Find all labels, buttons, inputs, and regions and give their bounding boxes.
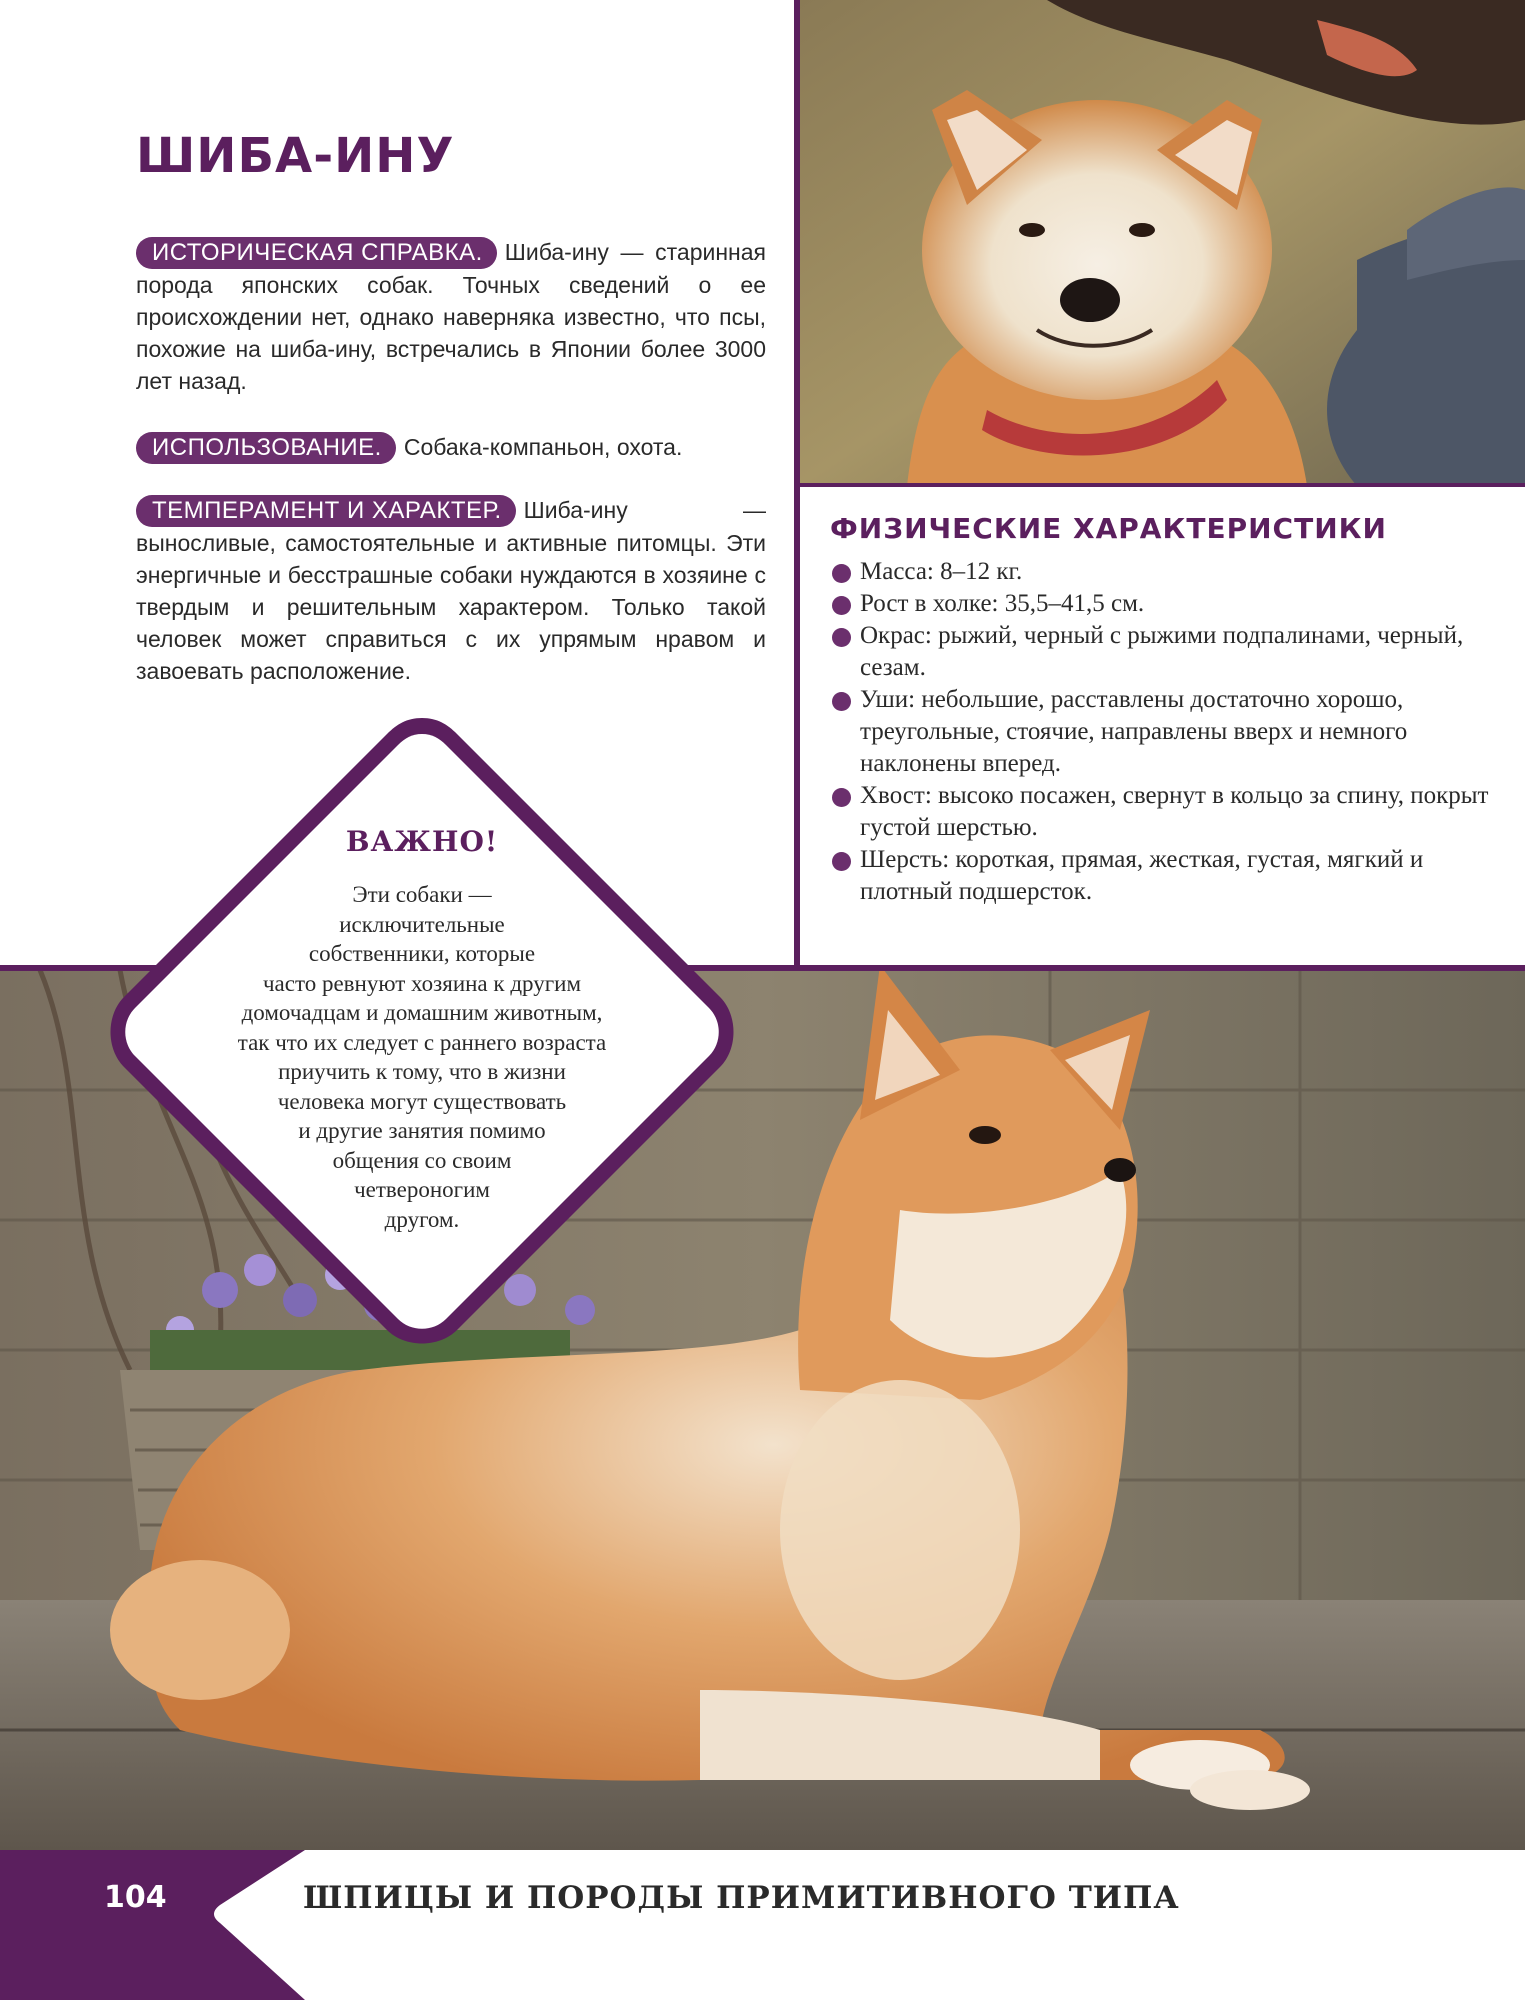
page-title: ШИБА-ИНУ (136, 128, 455, 184)
physical-item: Уши: небольшие, расставлены достаточно хорошо, треугольные, стоячие, направлены вверх и немного наклонены вперед. (830, 684, 1510, 780)
history-text: Шиба-ину — старинная порода японских собак. Точных сведений о ее происхождении нет, однако наверняка известно, что псы, похожие на шиба-ину, встречались в Японии более 3000 лет назад. (136, 239, 766, 394)
physical-list (830, 556, 1510, 908)
history-paragraph (136, 236, 766, 397)
important-body: Эти собаки — исключительные собственники, которые часто ревнуют хозяина к другим домочадцам и домашним животным, так что их следует с раннего возраста приучить к тому, что в жизни человека могут существовать и другие занятия помимо общения со своим четвероногим другом. (237, 882, 607, 1232)
physical-title: ФИЗИЧЕСКИЕ ХАРАКТЕРИСТИКИ (830, 512, 1387, 545)
bullet-icon (832, 692, 851, 711)
bullet-icon (832, 852, 851, 871)
bullet-icon (832, 564, 851, 583)
important-title: ВАЖНО! (345, 825, 499, 858)
bullet-icon (832, 628, 851, 647)
usage-text: Собака-компаньон, охота. (403, 434, 683, 460)
section-title: ШПИЦЫ И ПОРОДЫ ПРИМИТИВНОГО ТИПА (303, 1880, 1180, 1916)
temperament-paragraph (136, 494, 766, 687)
page-number: 104 (104, 1880, 167, 1915)
temperament-label: ТЕМПЕРАМЕНТ И ХАРАКТЕР. (136, 495, 516, 527)
physical-item: Рост в холке: 35,5–41,5 см. (830, 588, 1510, 620)
shiba-portrait-photo (797, 0, 1525, 486)
bullet-icon (832, 788, 851, 807)
history-label: ИСТОРИЧЕСКАЯ СПРАВКА. (136, 237, 497, 269)
physical-item: Хвост: высоко посажен, свернут в кольцо за спину, покрыт густой шерстью. (830, 780, 1510, 844)
physical-item: Окрас: рыжий, черный с рыжими подпалинами, черный, сезам. (830, 620, 1510, 684)
physical-item: Шерсть: короткая, прямая, жесткая, густая, мягкий и плотный подшерсток. (830, 844, 1510, 908)
footer-bar (0, 1850, 1525, 2000)
usage-paragraph (136, 431, 766, 464)
temperament-text: Шиба-ину — выносливые, самостоятельные и активные питомцы. Эти энергичные и бесстрашные собаки нуждаются в хозяине с твердым и решительным характером. Только такой человек может справиться с их упрямым нравом и завоевать расположение. (136, 497, 766, 684)
important-content (172, 825, 672, 1234)
bullet-icon (832, 596, 851, 615)
physical-item: Масса: 8–12 кг. (830, 556, 1510, 588)
usage-label: ИСПОЛЬЗОВАНИЕ. (136, 432, 396, 464)
photo-divider (797, 483, 1525, 487)
